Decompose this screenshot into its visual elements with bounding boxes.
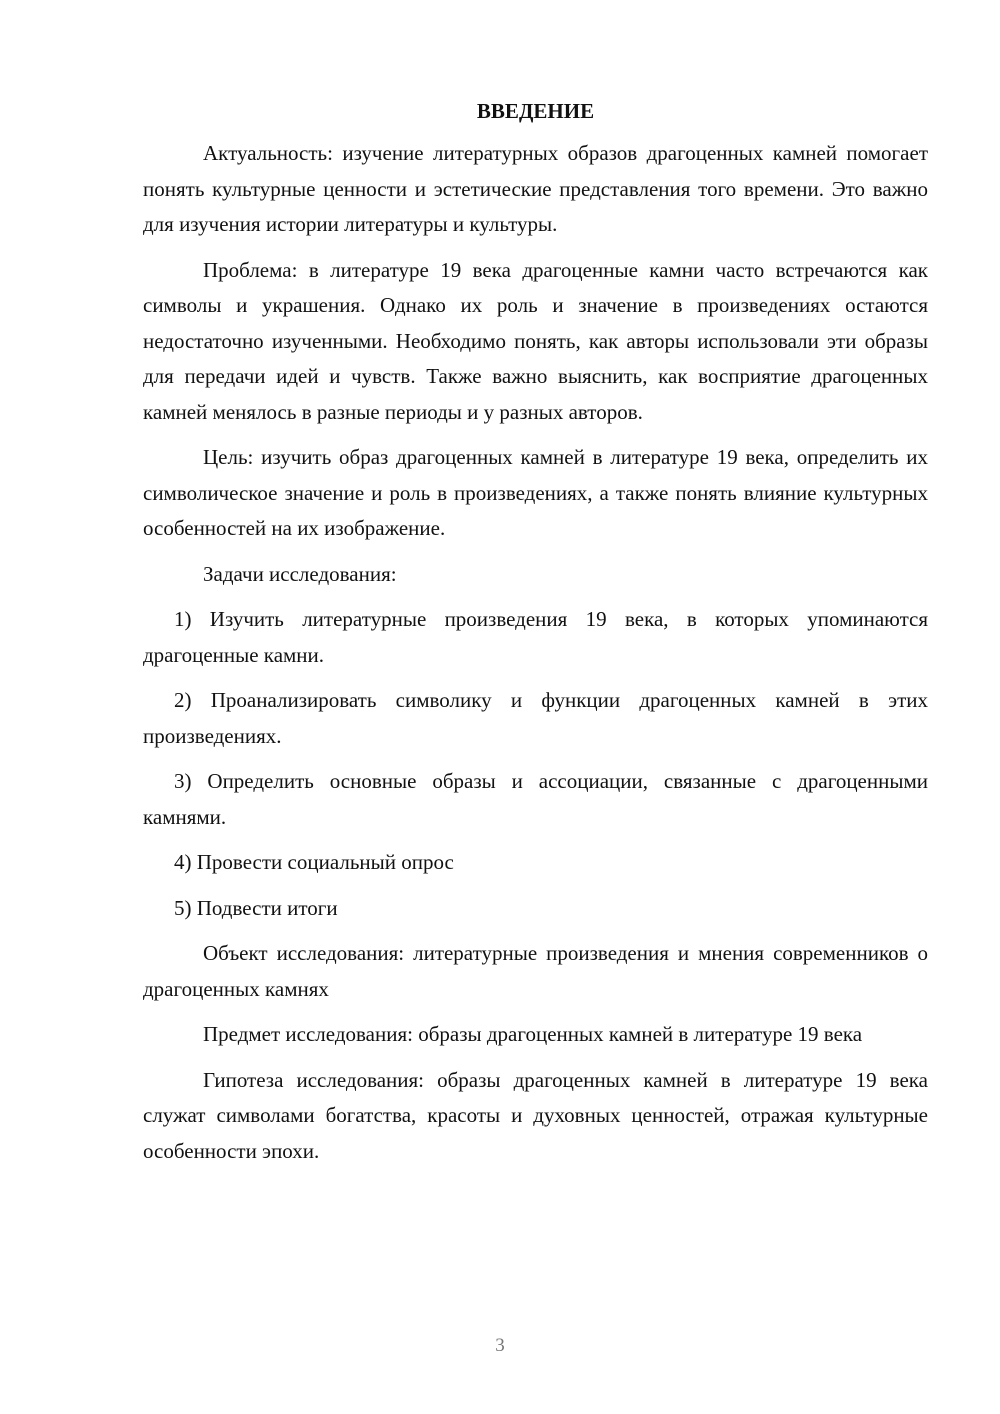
paragraph-subject: Предмет исследования: образы драгоценных камней в литературе 19 века [203, 1022, 863, 1046]
task-item-2: 2) Проанализировать символику и функции драгоценных камней в этих произведениях. [143, 688, 928, 748]
page-number: 3 [495, 1335, 505, 1356]
paragraph-relevance: Актуальность: изучение литературных образов драгоценных камней помогает понять культурные ценности и эстетические представления того времени. Это важно для изучения истории литературы и культуры. [143, 141, 928, 236]
paragraph-object: Объект исследования: литературные произведения и мнения современников о драгоценных камнях [143, 941, 928, 1001]
task-item-4: 4) Провести социальный опрос [174, 850, 454, 874]
paragraph-problem: Проблема: в литературе 19 века драгоценные камни часто встречаются как символы и украшения. Однако их роль и значение в произведениях остаются недостаточно изученными. Необходимо понять, как авторы использовали эти образы для передачи идей и чувств. Также важно выяснить, как восприятие драгоценных камней менялось в разные периоды и у разных авторов. [143, 257, 928, 424]
task-item-1: 1) Изучить литературные произведения 19 века, в которых упоминаются драгоценные камни. [143, 607, 928, 667]
paragraph-tasks-heading: Задачи исследования: [203, 561, 397, 586]
page-content [143, 96, 928, 1179]
task-item-3: 3) Определить основные образы и ассоциации, связанные с драгоценными камнями. [143, 769, 928, 829]
paragraph-hypothesis: Гипотеза исследования: образы драгоценных камней в литературе 19 века служат символами богатства, красоты и духовных ценностей, отражая культурные особенности эпохи. [143, 1067, 928, 1163]
paragraph-goal: Цель: изучить образ драгоценных камней в литературе 19 века, определить их символическое значение и роль в произведениях, а также понять влияние культурных особенностей на их изображение. [143, 445, 928, 540]
task-item-5: 5) Подвести итоги [174, 895, 338, 920]
section-title: ВВЕДЕНИЕ [476, 99, 595, 123]
